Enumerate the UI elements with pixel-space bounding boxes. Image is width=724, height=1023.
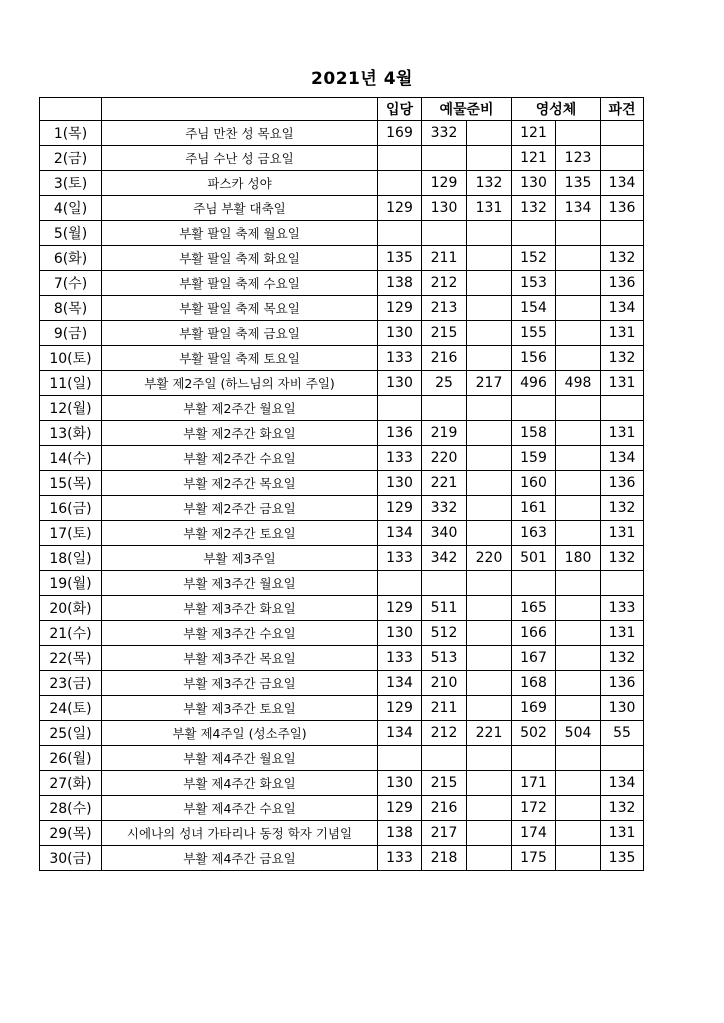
day-cell: 30(금) xyxy=(40,846,102,871)
communion-cell-2 xyxy=(556,621,601,646)
day-cell: 1(목) xyxy=(40,121,102,146)
communion-cell-2 xyxy=(556,846,601,871)
communion-cell-2 xyxy=(556,221,601,246)
communion-cell-2 xyxy=(556,671,601,696)
header-offertory: 예물준비 xyxy=(422,98,512,121)
communion-cell-1: 161 xyxy=(512,496,556,521)
dismissal-cell: 131 xyxy=(601,321,644,346)
offertory-cell-1: 25 xyxy=(422,371,467,396)
celebration-cell: 부활 제2주간 화요일 xyxy=(102,421,378,446)
offertory-cell-1: 332 xyxy=(422,496,467,521)
celebration-cell: 부활 제3주간 금요일 xyxy=(102,671,378,696)
dismissal-cell: 130 xyxy=(601,696,644,721)
celebration-cell: 주님 만찬 성 목요일 xyxy=(102,121,378,146)
communion-cell-2 xyxy=(556,446,601,471)
communion-cell-1: 172 xyxy=(512,796,556,821)
celebration-cell: 부활 팔일 축제 토요일 xyxy=(102,346,378,371)
entrance-cell: 129 xyxy=(378,496,422,521)
offertory-cell-1: 215 xyxy=(422,771,467,796)
table-row xyxy=(40,221,644,246)
day-cell: 17(토) xyxy=(40,521,102,546)
celebration-cell: 부활 제3주간 수요일 xyxy=(102,621,378,646)
offertory-cell-2 xyxy=(467,696,512,721)
day-cell: 29(목) xyxy=(40,821,102,846)
offertory-cell-2 xyxy=(467,421,512,446)
offertory-cell-1: 220 xyxy=(422,446,467,471)
communion-cell-1: 169 xyxy=(512,696,556,721)
entrance-cell: 138 xyxy=(378,821,422,846)
header-entrance: 입당 xyxy=(378,98,422,121)
table-row xyxy=(40,771,644,796)
communion-cell-2 xyxy=(556,771,601,796)
entrance-cell xyxy=(378,221,422,246)
entrance-cell: 169 xyxy=(378,121,422,146)
celebration-cell: 주님 부활 대축일 xyxy=(102,196,378,221)
table-row xyxy=(40,321,644,346)
header-dismissal: 파견 xyxy=(601,98,644,121)
offertory-cell-1 xyxy=(422,396,467,421)
entrance-cell xyxy=(378,396,422,421)
day-cell: 3(토) xyxy=(40,171,102,196)
day-cell: 7(수) xyxy=(40,271,102,296)
offertory-cell-1: 215 xyxy=(422,321,467,346)
communion-cell-1: 496 xyxy=(512,371,556,396)
table-row xyxy=(40,746,644,771)
celebration-cell: 부활 제2주간 금요일 xyxy=(102,496,378,521)
offertory-cell-2 xyxy=(467,646,512,671)
celebration-cell: 시에나의 성녀 가타리나 동정 학자 기념일 xyxy=(102,821,378,846)
day-cell: 21(수) xyxy=(40,621,102,646)
communion-cell-2 xyxy=(556,521,601,546)
communion-cell-1: 167 xyxy=(512,646,556,671)
communion-cell-2 xyxy=(556,796,601,821)
dismissal-cell xyxy=(601,571,644,596)
celebration-cell: 부활 제2주일 (하느님의 자비 주일) xyxy=(102,371,378,396)
celebration-cell: 부활 제2주간 수요일 xyxy=(102,446,378,471)
offertory-cell-1 xyxy=(422,571,467,596)
communion-cell-2 xyxy=(556,421,601,446)
communion-cell-2 xyxy=(556,246,601,271)
day-cell: 26(월) xyxy=(40,746,102,771)
table-row xyxy=(40,196,644,221)
entrance-cell: 130 xyxy=(378,371,422,396)
offertory-cell-1: 513 xyxy=(422,646,467,671)
day-cell: 18(일) xyxy=(40,546,102,571)
offertory-cell-2 xyxy=(467,521,512,546)
offertory-cell-2: 131 xyxy=(467,196,512,221)
dismissal-cell: 132 xyxy=(601,496,644,521)
entrance-cell: 130 xyxy=(378,321,422,346)
offertory-cell-2 xyxy=(467,596,512,621)
celebration-cell: 부활 제3주일 xyxy=(102,546,378,571)
entrance-cell: 130 xyxy=(378,621,422,646)
offertory-cell-1: 332 xyxy=(422,121,467,146)
dismissal-cell: 132 xyxy=(601,246,644,271)
communion-cell-1: 155 xyxy=(512,321,556,346)
dismissal-cell: 134 xyxy=(601,296,644,321)
dismissal-cell: 131 xyxy=(601,621,644,646)
day-cell: 14(수) xyxy=(40,446,102,471)
communion-cell-2 xyxy=(556,471,601,496)
hymn-schedule-table xyxy=(39,97,644,871)
dismissal-cell xyxy=(601,396,644,421)
day-cell: 22(목) xyxy=(40,646,102,671)
communion-cell-1: 159 xyxy=(512,446,556,471)
communion-cell-1: 154 xyxy=(512,296,556,321)
offertory-cell-1: 219 xyxy=(422,421,467,446)
day-cell: 28(수) xyxy=(40,796,102,821)
table-row xyxy=(40,496,644,521)
table-row xyxy=(40,446,644,471)
celebration-cell: 부활 팔일 축제 목요일 xyxy=(102,296,378,321)
offertory-cell-1: 212 xyxy=(422,271,467,296)
offertory-cell-2 xyxy=(467,796,512,821)
day-cell: 4(일) xyxy=(40,196,102,221)
day-cell: 13(화) xyxy=(40,421,102,446)
table-row xyxy=(40,521,644,546)
dismissal-cell: 133 xyxy=(601,596,644,621)
communion-cell-2: 135 xyxy=(556,171,601,196)
table-row xyxy=(40,646,644,671)
day-cell: 10(토) xyxy=(40,346,102,371)
communion-cell-1: 130 xyxy=(512,171,556,196)
dismissal-cell: 55 xyxy=(601,721,644,746)
communion-cell-2: 123 xyxy=(556,146,601,171)
communion-cell-1: 163 xyxy=(512,521,556,546)
table-row xyxy=(40,796,644,821)
offertory-cell-2 xyxy=(467,346,512,371)
dismissal-cell: 136 xyxy=(601,271,644,296)
celebration-cell: 부활 팔일 축제 월요일 xyxy=(102,221,378,246)
offertory-cell-1: 216 xyxy=(422,346,467,371)
entrance-cell: 133 xyxy=(378,846,422,871)
entrance-cell: 138 xyxy=(378,271,422,296)
communion-cell-1: 156 xyxy=(512,346,556,371)
offertory-cell-1 xyxy=(422,146,467,171)
communion-cell-2 xyxy=(556,496,601,521)
celebration-cell: 부활 팔일 축제 화요일 xyxy=(102,246,378,271)
communion-cell-1: 168 xyxy=(512,671,556,696)
dismissal-cell: 134 xyxy=(601,171,644,196)
communion-cell-1: 501 xyxy=(512,546,556,571)
day-cell: 11(일) xyxy=(40,371,102,396)
dismissal-cell: 136 xyxy=(601,196,644,221)
entrance-cell: 134 xyxy=(378,521,422,546)
offertory-cell-2 xyxy=(467,571,512,596)
table-row xyxy=(40,171,644,196)
celebration-cell: 주님 수난 성 금요일 xyxy=(102,146,378,171)
dismissal-cell: 136 xyxy=(601,671,644,696)
communion-cell-2 xyxy=(556,696,601,721)
communion-cell-2: 180 xyxy=(556,546,601,571)
dismissal-cell: 131 xyxy=(601,421,644,446)
offertory-cell-2 xyxy=(467,771,512,796)
offertory-cell-2 xyxy=(467,271,512,296)
day-cell: 15(목) xyxy=(40,471,102,496)
celebration-cell: 부활 팔일 축제 금요일 xyxy=(102,321,378,346)
entrance-cell: 130 xyxy=(378,471,422,496)
communion-cell-2 xyxy=(556,121,601,146)
entrance-cell: 135 xyxy=(378,246,422,271)
offertory-cell-2 xyxy=(467,221,512,246)
day-cell: 24(토) xyxy=(40,696,102,721)
entrance-cell: 129 xyxy=(378,696,422,721)
dismissal-cell: 132 xyxy=(601,346,644,371)
offertory-cell-2: 217 xyxy=(467,371,512,396)
day-cell: 27(화) xyxy=(40,771,102,796)
communion-cell-1 xyxy=(512,221,556,246)
communion-cell-2 xyxy=(556,296,601,321)
header-date xyxy=(40,98,102,121)
offertory-cell-1: 210 xyxy=(422,671,467,696)
table-row xyxy=(40,571,644,596)
table-row xyxy=(40,396,644,421)
offertory-cell-1: 130 xyxy=(422,196,467,221)
communion-cell-1 xyxy=(512,396,556,421)
celebration-cell: 부활 제4주일 (성소주일) xyxy=(102,721,378,746)
offertory-cell-2: 221 xyxy=(467,721,512,746)
communion-cell-1: 160 xyxy=(512,471,556,496)
celebration-cell: 부활 제2주간 월요일 xyxy=(102,396,378,421)
entrance-cell: 129 xyxy=(378,196,422,221)
communion-cell-1: 132 xyxy=(512,196,556,221)
dismissal-cell: 131 xyxy=(601,371,644,396)
document-title: 2021년 4월 xyxy=(311,69,413,89)
offertory-cell-1: 512 xyxy=(422,621,467,646)
day-cell: 23(금) xyxy=(40,671,102,696)
communion-cell-1 xyxy=(512,746,556,771)
entrance-cell xyxy=(378,171,422,196)
offertory-cell-1: 212 xyxy=(422,721,467,746)
communion-cell-2 xyxy=(556,396,601,421)
communion-cell-1: 153 xyxy=(512,271,556,296)
dismissal-cell xyxy=(601,746,644,771)
dismissal-cell: 134 xyxy=(601,771,644,796)
day-cell: 25(일) xyxy=(40,721,102,746)
day-cell: 2(금) xyxy=(40,146,102,171)
offertory-cell-2 xyxy=(467,321,512,346)
header-celebration xyxy=(102,98,378,121)
entrance-cell: 134 xyxy=(378,721,422,746)
communion-cell-1: 121 xyxy=(512,146,556,171)
table-row xyxy=(40,146,644,171)
celebration-cell: 부활 팔일 축제 수요일 xyxy=(102,271,378,296)
day-cell: 8(목) xyxy=(40,296,102,321)
offertory-cell-2 xyxy=(467,146,512,171)
offertory-cell-2 xyxy=(467,446,512,471)
entrance-cell: 133 xyxy=(378,646,422,671)
entrance-cell: 129 xyxy=(378,796,422,821)
table-row xyxy=(40,621,644,646)
communion-cell-2: 504 xyxy=(556,721,601,746)
celebration-cell: 부활 제3주간 목요일 xyxy=(102,646,378,671)
offertory-cell-2 xyxy=(467,746,512,771)
communion-cell-2 xyxy=(556,596,601,621)
offertory-cell-2: 220 xyxy=(467,546,512,571)
table-row xyxy=(40,471,644,496)
offertory-cell-1: 217 xyxy=(422,821,467,846)
table-row xyxy=(40,421,644,446)
table-row xyxy=(40,346,644,371)
entrance-cell: 133 xyxy=(378,446,422,471)
offertory-cell-2 xyxy=(467,496,512,521)
celebration-cell: 파스카 성야 xyxy=(102,171,378,196)
communion-cell-1: 165 xyxy=(512,596,556,621)
offertory-cell-2 xyxy=(467,296,512,321)
entrance-cell: 129 xyxy=(378,296,422,321)
entrance-cell: 133 xyxy=(378,546,422,571)
table-row xyxy=(40,721,644,746)
offertory-cell-1: 129 xyxy=(422,171,467,196)
dismissal-cell xyxy=(601,221,644,246)
offertory-cell-1: 342 xyxy=(422,546,467,571)
offertory-cell-2 xyxy=(467,621,512,646)
celebration-cell: 부활 제4주간 월요일 xyxy=(102,746,378,771)
day-cell: 5(월) xyxy=(40,221,102,246)
offertory-cell-1: 211 xyxy=(422,246,467,271)
table-row xyxy=(40,246,644,271)
communion-cell-2 xyxy=(556,746,601,771)
day-cell: 16(금) xyxy=(40,496,102,521)
offertory-cell-1: 340 xyxy=(422,521,467,546)
communion-cell-2: 134 xyxy=(556,196,601,221)
table-row xyxy=(40,821,644,846)
offertory-cell-2 xyxy=(467,846,512,871)
entrance-cell: 134 xyxy=(378,671,422,696)
offertory-cell-2 xyxy=(467,471,512,496)
communion-cell-2 xyxy=(556,821,601,846)
celebration-cell: 부활 제4주간 금요일 xyxy=(102,846,378,871)
table-row xyxy=(40,696,644,721)
dismissal-cell: 132 xyxy=(601,546,644,571)
dismissal-cell: 136 xyxy=(601,471,644,496)
header-row xyxy=(40,98,644,121)
offertory-cell-1: 213 xyxy=(422,296,467,321)
celebration-cell: 부활 제3주간 토요일 xyxy=(102,696,378,721)
communion-cell-2 xyxy=(556,646,601,671)
offertory-cell-2 xyxy=(467,671,512,696)
dismissal-cell: 135 xyxy=(601,846,644,871)
offertory-cell-1: 216 xyxy=(422,796,467,821)
table-row xyxy=(40,271,644,296)
communion-cell-1: 166 xyxy=(512,621,556,646)
table-row xyxy=(40,371,644,396)
communion-cell-1: 158 xyxy=(512,421,556,446)
entrance-cell: 136 xyxy=(378,421,422,446)
celebration-cell: 부활 제3주간 월요일 xyxy=(102,571,378,596)
offertory-cell-1: 221 xyxy=(422,471,467,496)
day-cell: 20(화) xyxy=(40,596,102,621)
communion-cell-1: 152 xyxy=(512,246,556,271)
table-row xyxy=(40,121,644,146)
entrance-cell xyxy=(378,746,422,771)
offertory-cell-2 xyxy=(467,821,512,846)
celebration-cell: 부활 제4주간 화요일 xyxy=(102,771,378,796)
entrance-cell: 130 xyxy=(378,771,422,796)
day-cell: 9(금) xyxy=(40,321,102,346)
communion-cell-2: 498 xyxy=(556,371,601,396)
communion-cell-2 xyxy=(556,321,601,346)
offertory-cell-2 xyxy=(467,246,512,271)
dismissal-cell xyxy=(601,121,644,146)
table-row xyxy=(40,671,644,696)
celebration-cell: 부활 제2주간 토요일 xyxy=(102,521,378,546)
dismissal-cell: 134 xyxy=(601,446,644,471)
communion-cell-1: 502 xyxy=(512,721,556,746)
dismissal-cell: 131 xyxy=(601,821,644,846)
header-communion: 영성체 xyxy=(512,98,601,121)
offertory-cell-1: 211 xyxy=(422,696,467,721)
communion-cell-1 xyxy=(512,571,556,596)
communion-cell-2 xyxy=(556,346,601,371)
table-row xyxy=(40,546,644,571)
day-cell: 12(월) xyxy=(40,396,102,421)
communion-cell-1: 174 xyxy=(512,821,556,846)
offertory-cell-2 xyxy=(467,121,512,146)
celebration-cell: 부활 제2주간 목요일 xyxy=(102,471,378,496)
communion-cell-1: 121 xyxy=(512,121,556,146)
communion-cell-2 xyxy=(556,271,601,296)
dismissal-cell: 132 xyxy=(601,796,644,821)
entrance-cell xyxy=(378,146,422,171)
table-row xyxy=(40,846,644,871)
entrance-cell: 133 xyxy=(378,346,422,371)
dismissal-cell: 132 xyxy=(601,646,644,671)
day-cell: 19(월) xyxy=(40,571,102,596)
communion-cell-2 xyxy=(556,571,601,596)
communion-cell-1: 175 xyxy=(512,846,556,871)
offertory-cell-2: 132 xyxy=(467,171,512,196)
offertory-cell-1: 511 xyxy=(422,596,467,621)
offertory-cell-1 xyxy=(422,746,467,771)
dismissal-cell: 131 xyxy=(601,521,644,546)
offertory-cell-1: 218 xyxy=(422,846,467,871)
entrance-cell xyxy=(378,571,422,596)
table-row xyxy=(40,596,644,621)
table-row xyxy=(40,296,644,321)
offertory-cell-1 xyxy=(422,221,467,246)
entrance-cell: 129 xyxy=(378,596,422,621)
communion-cell-1: 171 xyxy=(512,771,556,796)
celebration-cell: 부활 제4주간 수요일 xyxy=(102,796,378,821)
day-cell: 6(화) xyxy=(40,246,102,271)
dismissal-cell xyxy=(601,146,644,171)
celebration-cell: 부활 제3주간 화요일 xyxy=(102,596,378,621)
offertory-cell-2 xyxy=(467,396,512,421)
